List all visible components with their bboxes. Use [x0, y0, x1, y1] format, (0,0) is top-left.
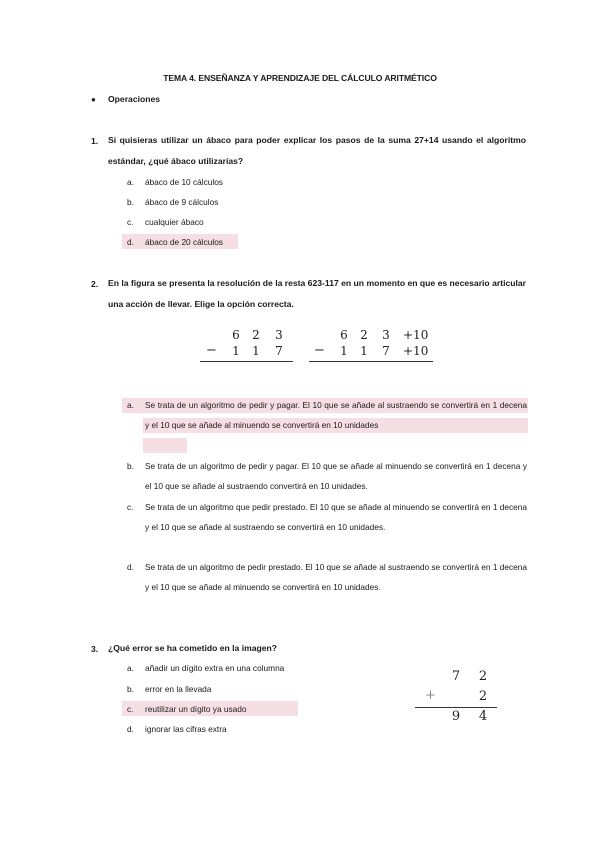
q1-option-c-letter: c.	[127, 217, 134, 227]
q1-option-b-letter: b.	[127, 197, 134, 207]
page-title: TEMA 4. ENSEÑANZA Y APRENDIZAJE DEL CÁLCULO ARITMÉTICO	[163, 73, 437, 83]
figure-left-rule	[200, 361, 293, 362]
q3-option-a-letter: a.	[127, 663, 134, 673]
q1-option-a-letter: a.	[127, 177, 134, 187]
q1-option-d[interactable]: ábaco de 20 cálculos	[145, 237, 223, 247]
q3-option-d-letter: d.	[127, 724, 134, 734]
minus-sign: −	[314, 343, 325, 358]
figure-right-top-extra: +10	[403, 328, 429, 342]
q2-option-b-letter: b.	[127, 461, 134, 471]
plus-sign: +	[425, 688, 436, 703]
sum-rule	[415, 707, 497, 708]
result-digit: 4	[478, 709, 488, 724]
figure-left-top-digit: 2	[252, 328, 260, 342]
q1-option-a[interactable]: ábaco de 10 cálculos	[145, 177, 223, 187]
minus-sign: −	[206, 343, 217, 358]
figure-right-top-digit: 3	[382, 328, 390, 342]
question-2-number: 2.	[91, 279, 99, 289]
q2-option-c[interactable]: Se trata de un algoritmo que pedir prestado. El 10 que se añade al minuendo se convertirá en 1 decena y el 10 que se añade al sustraendo se convertirá en 10 unidades.	[145, 502, 527, 533]
q1-option-b[interactable]: ábaco de 9 cálculos	[145, 197, 219, 207]
addend-digit: 2	[478, 689, 488, 704]
q3-option-c[interactable]: reutilizar un dígito ya usado	[145, 704, 247, 714]
bullet-icon: ●	[91, 95, 96, 104]
q3-option-b-letter: b.	[127, 684, 134, 694]
section-heading: Operaciones	[108, 94, 161, 104]
figure-left-bottom-digit: 1	[232, 344, 240, 358]
question-2-text: En la figura se presenta la resolución de la resta 623-117 en un momento en que es necesario articular una acción de llevar. Elige la opción correcta.	[108, 278, 526, 309]
figure-right-bottom-extra: +10	[403, 344, 429, 358]
figure-left-bottom-digit: 1	[252, 344, 260, 358]
q2-option-d-letter: d.	[127, 562, 134, 572]
figure-right-bottom-digit: 1	[360, 344, 368, 358]
figure-left-bottom-digit: 7	[275, 344, 283, 358]
q3-option-c-letter: c.	[127, 704, 134, 714]
q3-option-a[interactable]: añadir un dígito extra en una columna	[145, 663, 285, 673]
addend-digit: 2	[478, 669, 488, 684]
q2-option-a[interactable]: Se trata de un algoritmo de pedir y pagar. El 10 que se añade al sustraendo se convertirá en 1 decena y el 10 que se añade al minuendo se convertirá en 10 unidades	[145, 400, 527, 431]
figure-left-top-digit: 6	[232, 328, 240, 342]
figure-right-rule	[309, 361, 433, 362]
figure-right-bottom-digit: 7	[382, 344, 390, 358]
addend-digit: 7	[451, 669, 461, 684]
question-3-text: ¿Qué error se ha cometido en la imagen?	[108, 643, 278, 653]
figure-left-top-digit: 3	[275, 328, 283, 342]
q3-option-d[interactable]: ignorar las cifras extra	[145, 724, 227, 734]
question-1-text: Si quisieras utilizar un ábaco para poder explicar los pasos de la suma 27+14 usando el algoritmo estándar, ¿qué ábaco utilizarías?	[108, 135, 526, 166]
q2-option-c-letter: c.	[127, 502, 134, 512]
question-1-number: 1.	[91, 136, 99, 146]
q3-option-b[interactable]: error en la llevada	[145, 684, 212, 694]
figure-right-top-digit: 2	[360, 328, 368, 342]
figure-right-bottom-digit: 1	[340, 344, 348, 358]
q1-option-d-letter: d.	[127, 237, 134, 247]
q1-option-c[interactable]: cualquier ábaco	[145, 217, 204, 227]
question-3-number: 3.	[91, 644, 99, 654]
q2-option-b[interactable]: Se trata de un algoritmo de pedir y pagar. El 10 que se añade al minuendo se convertirá en 1 decena y el 10 que se añade al sustraendo convertirá en 10 unidades.	[145, 461, 527, 492]
figure-right-top-digit: 6	[340, 328, 348, 342]
q2-option-a-highlight	[143, 438, 187, 453]
result-digit: 9	[451, 709, 461, 724]
q2-option-d[interactable]: Se trata de un algoritmo de pedir prestado. El 10 que se añade al sustraendo se convertirá en 1 decena y el 10 que se añade al minuendo se convertirá en 10 unidades.	[145, 562, 527, 593]
q2-option-a-letter: a.	[127, 400, 134, 410]
